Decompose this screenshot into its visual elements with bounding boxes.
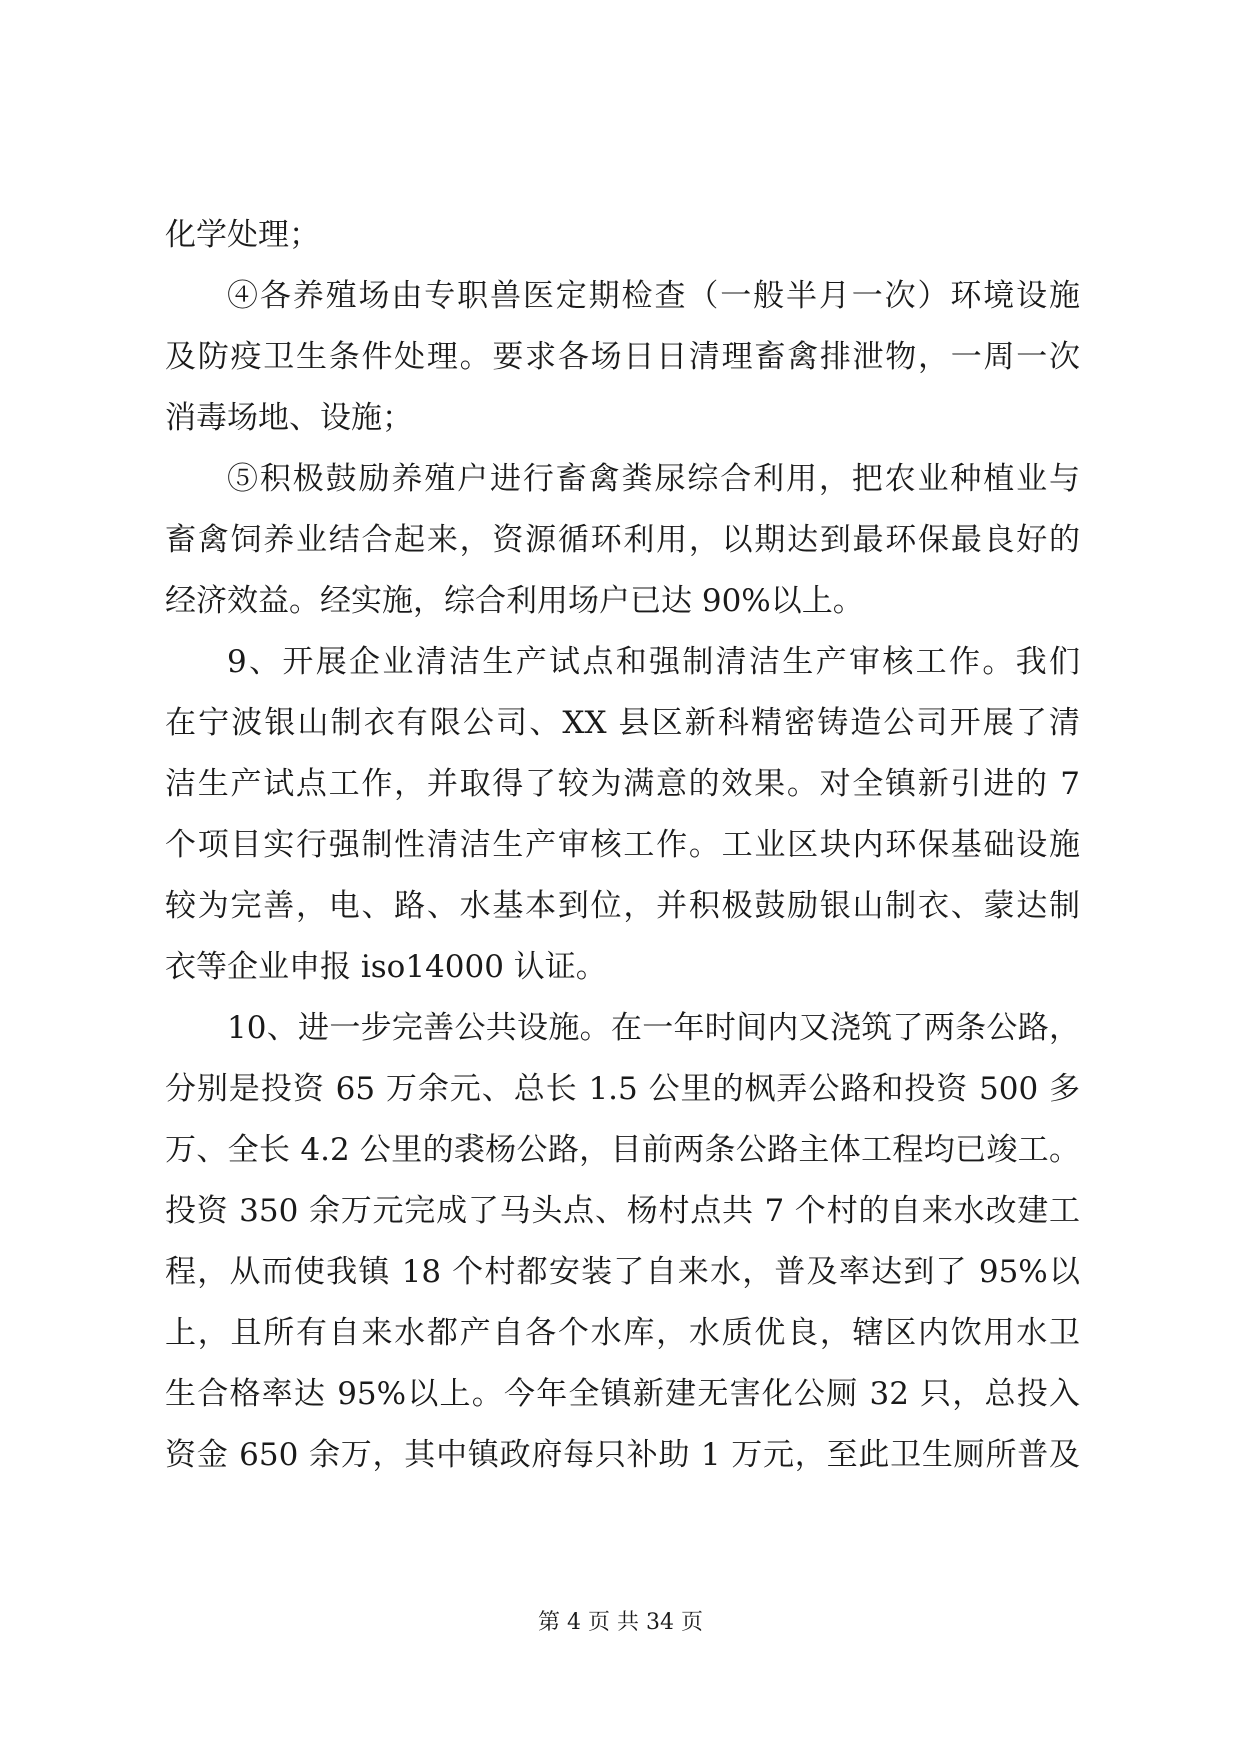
page-footer: 第 4 页 共 34 页 [538,1610,703,1635]
text-line-21: 资金 650 余万，其中镇政府每只补助 1 万元，至此卫生厕所普及 [165,1437,1080,1473]
text-line-2: ④各养殖场由专职兽医定期检查（一般半月一次）环境设施 [227,278,1080,314]
text-line-14: 10、进一步完善公共设施。在一年时间内又浇筑了两条公路， [227,1010,1080,1046]
text-line-13: 衣等企业申报 iso14000 认证。 [165,949,607,985]
text-line-20: 生合格率达 95%以上。今年全镇新建无害化公厕 32 只，总投入 [165,1376,1080,1412]
text-line-19: 上，且所有自来水都产自各个水库，水质优良，辖区内饮用水卫 [165,1315,1080,1351]
text-line-18: 程，从而使我镇 18 个村都安装了自来水，普及率达到了 95%以 [165,1254,1080,1290]
text-line-15: 分别是投资 65 万余元、总长 1.5 公里的枫弄公路和投资 500 多 [165,1071,1080,1107]
text-line-17: 投资 350 余万元完成了马头点、杨村点共 7 个村的自来水改建工 [165,1193,1080,1229]
text-line-9: 在宁波银山制衣有限公司、XX 县区新科精密铸造公司开展了清 [165,705,1080,741]
text-line-1: 化学处理； [165,217,320,253]
text-line-8: 9、开展企业清洁生产试点和强制清洁生产审核工作。我们 [227,644,1080,680]
text-line-3: 及防疫卫生条件处理。要求各场日日清理畜禽排泄物，一周一次 [165,339,1080,375]
text-line-10: 洁生产试点工作，并取得了较为满意的效果。对全镇新引进的 7 [165,766,1080,802]
text-line-16: 万、全长 4.2 公里的裘杨公路，目前两条公路主体工程均已竣工。 [165,1132,1080,1168]
text-line-7: 经济效益。经实施，综合利用场户已达 90%以上。 [165,583,864,619]
text-line-5: ⑤积极鼓励养殖户进行畜禽粪尿综合利用，把农业种植业与 [227,461,1080,497]
text-line-12: 较为完善，电、路、水基本到位，并积极鼓励银山制衣、蒙达制 [165,888,1080,924]
text-line-11: 个项目实行强制性清洁生产审核工作。工业区块内环保基础设施 [165,827,1080,863]
text-line-6: 畜禽饲养业结合起来，资源循环利用，以期达到最环保最良好的 [165,522,1080,558]
text-line-4: 消毒场地、设施； [165,400,413,436]
